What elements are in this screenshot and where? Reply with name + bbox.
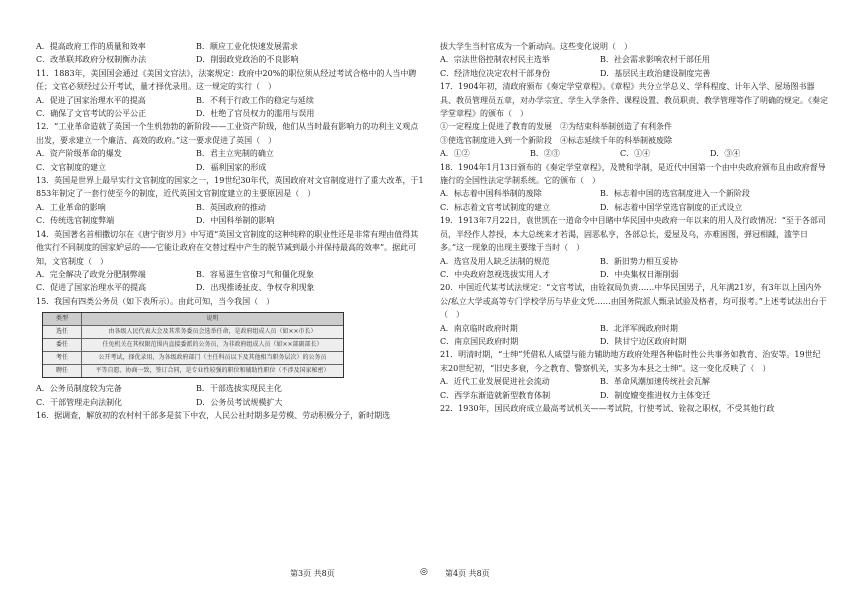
- answer-option: D．杜绝了官员权力的滥用与误用: [196, 109, 315, 119]
- table-row: [43, 325, 343, 338]
- answer-options: [440, 389, 828, 402]
- answer-options: [36, 268, 424, 281]
- answer-option: B．英国政府的推动: [196, 202, 266, 212]
- answer-option: B．②③: [530, 149, 560, 159]
- answer-option: B．北洋军阀政府时期: [600, 323, 678, 333]
- question-text: 14．英国著名首相撒切尔在《唐宁街岁月》中写道“英国文官制度的这种纯粹的职业性还是非常有理由值得其他实行不同制度的国家妒忌的——它能让政府在交替过程中产生的脱节减到最小并保持最高的效率”。据此可知，文官制度（ ）: [36, 229, 419, 266]
- answer-option: C．促进了国家治理水平的提高: [36, 283, 147, 293]
- table-cell: 考任: [43, 352, 82, 364]
- answer-option: A．促进了国家治理水平的提高: [36, 95, 146, 105]
- answer-option: C．文官制度的建立: [36, 162, 107, 172]
- answer-options: [36, 281, 424, 294]
- answer-option: C．传统选官制度弊端: [36, 216, 115, 226]
- answer-options: [440, 322, 828, 335]
- answer-option: D．中央集权日渐削弱: [600, 269, 679, 279]
- answer-option: B．君主立宪制的确立: [196, 149, 274, 159]
- answer-option: D．中国科举制的影响: [196, 216, 275, 226]
- answer-options: [36, 396, 424, 409]
- question-text: 20．中国近代某考试法规定：“文官考试，由铨叙局负责……中华民国男子，凡年满21岁，有3年以上国内外公/私立大学或高等专门学校学历与毕业文凭……由国务院派人甄录试验及格者，均可报考。”上述考试法出台于（ ）: [440, 283, 827, 320]
- question-text: 22．1930年，国民政府成立最高考试机关——考试院，行使考试、铨叙之职权，不受其他行政: [440, 403, 775, 413]
- answer-option: A．①②: [440, 149, 470, 159]
- table-header: [43, 313, 343, 325]
- answer-option: A．宗法世俗控制农村民主选举: [440, 55, 550, 65]
- answer-option: A．标志着中国科举制的废除: [440, 189, 542, 199]
- answer-option: A．工业革命的影响: [36, 202, 106, 212]
- answer-options: [36, 40, 424, 53]
- answer-options: [440, 268, 828, 281]
- table-row: [43, 351, 343, 364]
- answer-option: D．制度嬗变推进权力主体变迁: [600, 390, 711, 400]
- answer-option: B．容易滋生官僚习气和僵化现象: [196, 269, 314, 279]
- answer-option: B．不利于行政工作的稳定与延续: [196, 95, 314, 105]
- answer-option: A．完全解决了政党分肥制弊端: [36, 269, 146, 279]
- answer-option: D．削弱政党政治的不良影响: [196, 55, 299, 65]
- question-text: 16．据调查，解放初的农村村干部多是贫下中农，人民公社时期多是劳模、劳动积极分子，新时期选: [36, 410, 391, 420]
- answer-option: C．西学东渐造就新型教育体制: [440, 390, 551, 400]
- answer-option: D．标志着中国学堂选官制度的正式设立: [600, 202, 743, 212]
- question-text: ①一定程度上促进了教育的发展 ②为结束科举制创造了有利条件: [440, 122, 672, 132]
- answer-options: [440, 375, 828, 388]
- answer-option: A．南京临时政府时期: [440, 323, 518, 333]
- question-text: 19．1913年7月22日，袁世凯在一道命令中目睹中华民国中央政府一年以来的用人及行政情况：“至于各部司员，半经作人荐授，本大总统来才若渴，固恶私亨，各部总长，爱屋及乌，亦难困图，弹冠相踵，滥竽日多。”这一现象的出现主要缘于当时（ ）: [440, 216, 826, 253]
- table-row: [43, 364, 343, 377]
- answer-option: B．革命风潮加速传统社会瓦解: [600, 377, 710, 387]
- question-text: ③使选官制度进入到一个新阶段 ④标志延续千年的科举制被废除: [440, 135, 672, 145]
- question-text: 18．1904年1月13日颁布的《奏定学堂章程》，及赞和学制，是近代中国第一个由中央政府颁布且由政府督导施行的全国性法定学制系统。它的颁布（ ）: [440, 162, 826, 186]
- answer-options: [36, 382, 424, 395]
- answer-option: D．福利国家的形成: [196, 162, 267, 172]
- answer-option: D．③④: [710, 149, 741, 159]
- question-text: 11．1883年，美国国会通过《美国文官法》，法案规定：政府中20%的职位须从经过考试合格中的人当中聘任；文官必须经过公开考试，量才择优录用。这一规定的实行（ ）: [36, 68, 417, 92]
- answer-option: C．干部管理走向法制化: [36, 397, 123, 407]
- answer-option: B．干部选拔实现民主化: [196, 384, 282, 394]
- answer-options: [440, 255, 828, 268]
- answer-option: B．新旧势力相互妥协: [600, 256, 678, 266]
- question-text: 21．明清时期，“士绅”凭借私人威望与能力辅助地方政府处理各种临时性公共事务如教育、治安等。19世纪末20世纪初，“旧史多衰，今之教育、警察机关，实多为本县之士绅”。这一变化反映了（ ）: [440, 350, 821, 373]
- answer-options: [440, 53, 828, 66]
- answer-option: A．选官及用人缺乏法制的规范: [440, 256, 550, 266]
- answer-options: [440, 187, 828, 200]
- answer-options: [440, 335, 828, 348]
- answer-options: [36, 147, 424, 160]
- answer-option: A．提高政府工作的质量和效率: [36, 42, 146, 51]
- table-cell: 任免机关在其权限范围内直接委派的公务员，为非政府组成人员（如××部副部长）: [102, 341, 323, 349]
- table-cell: 选任: [43, 326, 82, 338]
- table-row: [43, 338, 343, 351]
- header-cell: 类型: [43, 313, 82, 325]
- answer-option: D．基层民主政治建设制度完善: [600, 68, 711, 78]
- answer-option: C．确保了文官考试的公平公正: [36, 109, 147, 119]
- header-cell: 说明: [206, 315, 219, 323]
- question-text: 拔大学生当村官成为一个新动向。这些变化说明（ ）: [440, 42, 632, 51]
- answer-option: C．经济地位决定农村干部身份: [440, 68, 551, 78]
- answer-options: [440, 67, 828, 80]
- left-column: [36, 40, 424, 422]
- answer-options: [36, 53, 424, 66]
- answer-option: C．中央政府忽视选拔实用人才: [440, 269, 551, 279]
- binding-mark: ◎: [420, 567, 428, 577]
- answer-options: [36, 214, 424, 227]
- question-text: 15．我国有四类公务员（如下表所示）。由此可知，当今我国（ ）: [36, 296, 275, 306]
- table-cell: 平等自愿、协商一致，签订合同，是专业性较强的职位和辅助性职位（不涉及国家秘密）: [95, 367, 330, 375]
- right-column: [440, 40, 828, 415]
- answer-option: C．南京国民政府时期: [440, 336, 519, 346]
- answer-option: B．顺应工业化快速发展需求: [196, 42, 298, 51]
- page-number-left: 第3页 共8页: [290, 569, 335, 578]
- answer-option: D．出现推诿扯皮、争权夺利现象: [196, 283, 315, 293]
- answer-option: B．标志着中国的选官制度进入一个新阶段: [600, 189, 750, 199]
- answer-option: D．公务员考试规模扩大: [196, 397, 283, 407]
- page-number-right: 第4页 共8页: [445, 569, 490, 578]
- answer-option: D．陕甘宁边区政府时期: [600, 336, 687, 346]
- question-text: 13．英国是世界上最早实行文官制度的国家之一，19世纪30年代，英国政府对文官制度进行了重大改革，于1853年制定了一套行使至今的制度，近代英国文官制度建立的主要原因是（ ）: [36, 176, 424, 199]
- civil-servant-table: [42, 312, 344, 378]
- answer-options: [36, 107, 424, 120]
- table-cell: 委任: [43, 339, 82, 351]
- answer-options: [36, 94, 424, 107]
- answer-options: [36, 161, 424, 174]
- answer-options: [440, 201, 828, 214]
- answer-option: C．改革联邦政府分权制衡办法: [36, 55, 147, 65]
- question-text: 17．1904年初，清政府颁布《奏定学堂章程》。《章程》共分立学总义、学科程度、计年入学、屋场图书器具、教员管理员五章，对办学宗宣、学生入学条件、课程设置、教员职责、教学管理等作了明确的规定。《奏定学堂章程》的颁布（ ）: [440, 82, 828, 119]
- answer-option: C．标志着文官考试制度的建立: [440, 202, 551, 212]
- answer-option: A．近代工业发展促进社会流动: [440, 377, 550, 387]
- question-text: 12．“工业革命造就了英国一个生机勃勃的新阶段——工业资产阶级，他们从当时最有影响力的功利主义观点出发，要求建立一个廉洁、高效的政府。”这一要求促进了英国（ ）: [36, 122, 419, 145]
- answer-option: B．社会需求影响农村干部任用: [600, 55, 710, 65]
- table-cell: 公开考试，择优录用，为各级政府部门（主任科员以下及其他相当职务层次）的公务员: [98, 354, 327, 362]
- answer-option: A．公务员制度较为完备: [36, 384, 122, 394]
- answer-option: C．①④: [620, 149, 651, 159]
- answer-options: [36, 201, 424, 214]
- table-cell: 由各级人民代表大会及其常务委员会选举任命，是政府组成人员（如××市长）: [108, 328, 317, 336]
- table-cell: 聘任: [43, 365, 82, 377]
- answer-option: A．资产阶级革命的爆发: [36, 149, 122, 159]
- answer-options: [440, 147, 828, 160]
